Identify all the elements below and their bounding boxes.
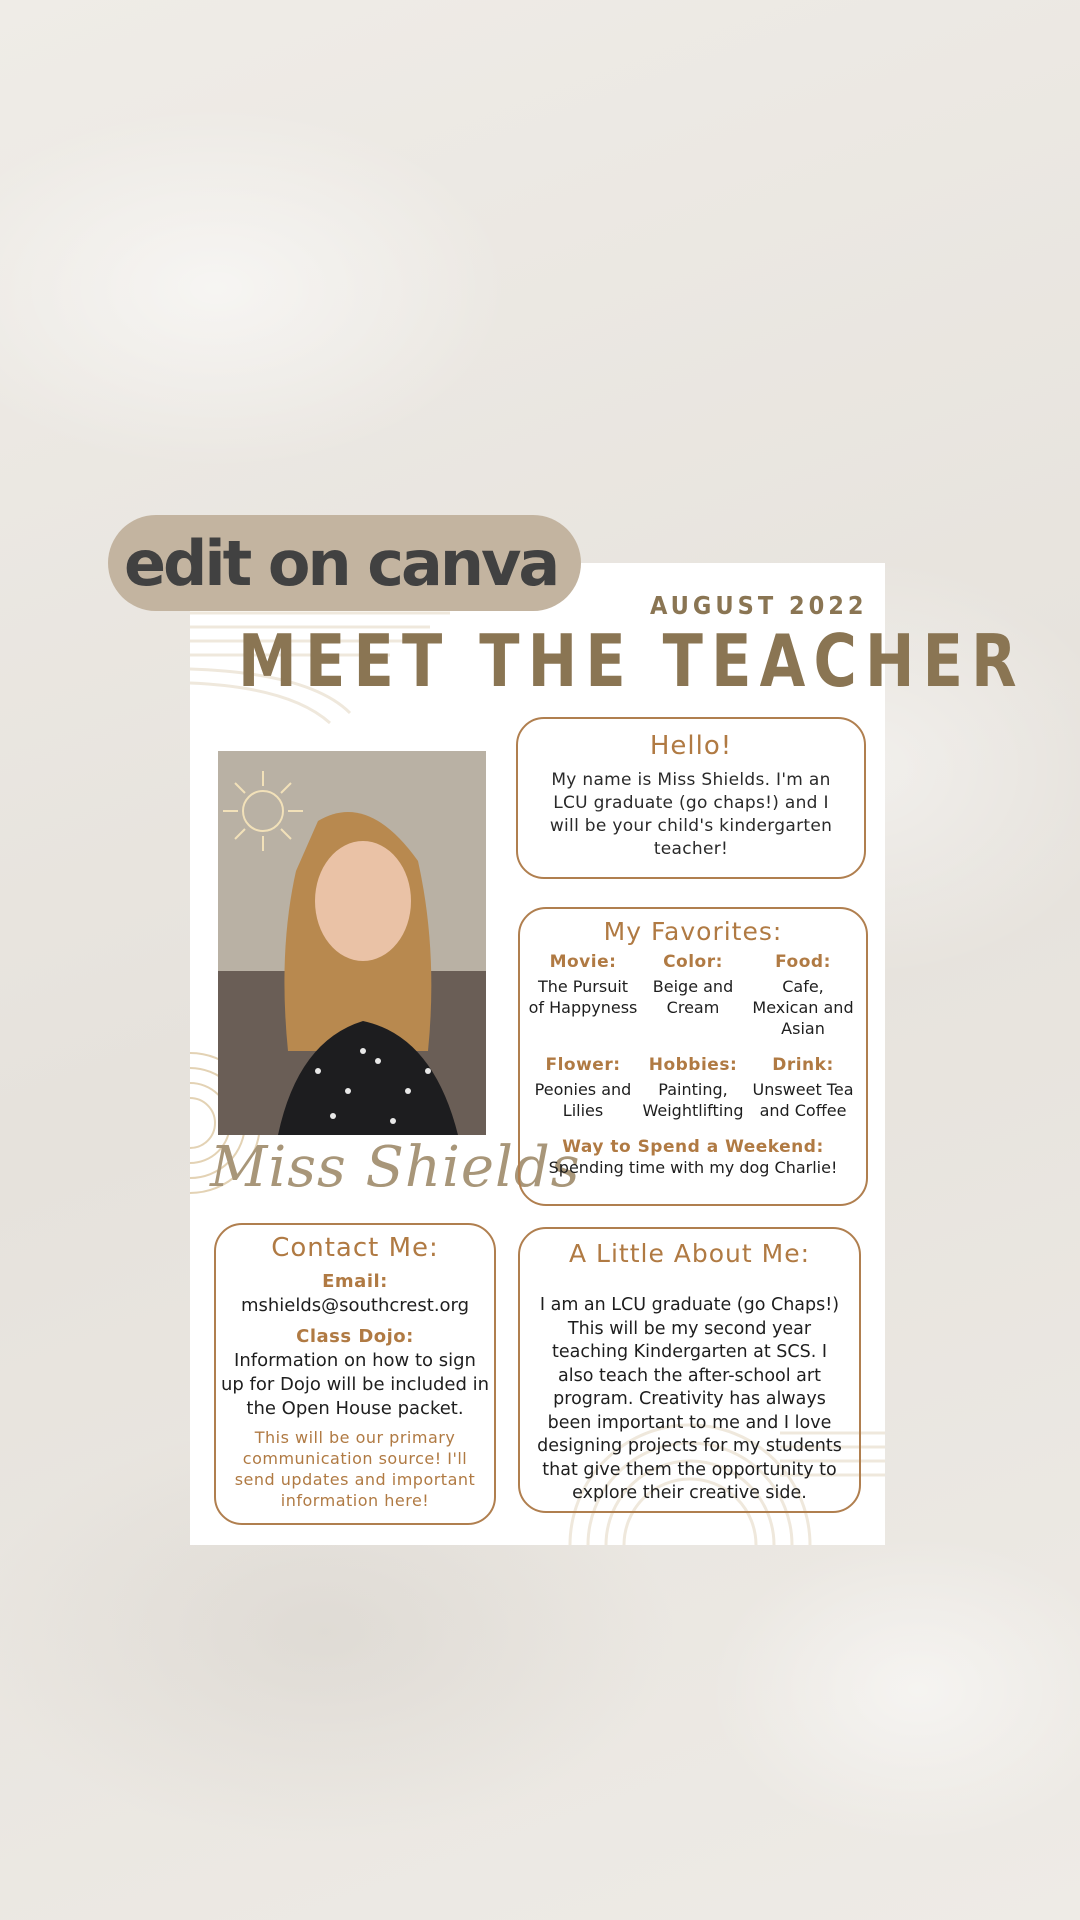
contact-note: This will be our primary communication source! I'll send updates and important information here!: [234, 1428, 476, 1510]
favorite-value: The Pursuit of Happyness: [528, 977, 638, 1017]
favorite-item: [638, 952, 748, 1039]
favorite-label: Flower:: [545, 1055, 621, 1075]
class-dojo-text: Information on how to sign up for Dojo will be included in the Open House packet.: [220, 1350, 490, 1419]
weekend-value: Spending time with my dog Charlie!: [548, 1158, 838, 1177]
email-label: Email:: [322, 1271, 388, 1292]
flyer-title: MEET THE TEACHER: [238, 619, 1025, 703]
teacher-portrait-illustration: [218, 751, 486, 1135]
email-address: mshields@southcrest.org: [240, 1295, 470, 1316]
teacher-photo: [218, 751, 486, 1135]
teacher-signature: Miss Shields: [210, 1135, 581, 1200]
hello-body: My name is Miss Shields. I'm an LCU graduate (go chaps!) and I will be your child's kindergarten teacher!: [549, 770, 833, 859]
favorite-label: Color:: [663, 952, 723, 972]
favorite-item: [748, 952, 858, 1039]
favorite-item: [528, 952, 638, 1039]
favorites-heading: My Favorites:: [603, 917, 783, 946]
hello-heading: Hello!: [649, 731, 733, 761]
favorite-value: Cafe, Mexican and Asian: [752, 977, 854, 1038]
weekend-label: Way to Spend a Weekend:: [562, 1137, 824, 1157]
contact-card: [214, 1223, 496, 1525]
favorite-value: Painting, Weightlifting: [642, 1080, 744, 1120]
contact-heading: Contact Me:: [271, 1233, 439, 1263]
meet-the-teacher-flyer: [190, 563, 1025, 1545]
about-body: I am an LCU graduate (go Chaps!) This will be my second year teaching Kindergarten at SCS. I also teach the after-school art program. Creativity has always been important to me and I love designing projects for my students that give them the opportunity to explore their creative side.: [537, 1295, 842, 1503]
flyer-date: AUGUST 2022: [650, 591, 868, 620]
favorite-value: Beige and Cream: [652, 977, 734, 1017]
hello-card: [516, 717, 866, 879]
edit-on-canva-badge: [108, 515, 581, 611]
favorite-item: [748, 1055, 858, 1121]
about-me-card: [518, 1227, 861, 1513]
favorite-value: Unsweet Tea and Coffee: [752, 1080, 854, 1120]
favorite-label: Food:: [775, 952, 831, 972]
favorite-label: Hobbies:: [648, 1055, 738, 1075]
badge-text: edit on canva: [124, 526, 558, 600]
about-heading: A Little About Me:: [568, 1239, 811, 1268]
favorite-label: Movie:: [549, 952, 617, 972]
class-dojo-label: Class Dojo:: [296, 1326, 414, 1347]
favorite-label: Drink:: [772, 1055, 834, 1075]
favorite-item: [528, 1055, 638, 1121]
favorites-card: [518, 907, 868, 1206]
favorite-value: Peonies and Lilies: [534, 1080, 632, 1120]
favorite-item: [638, 1055, 748, 1121]
